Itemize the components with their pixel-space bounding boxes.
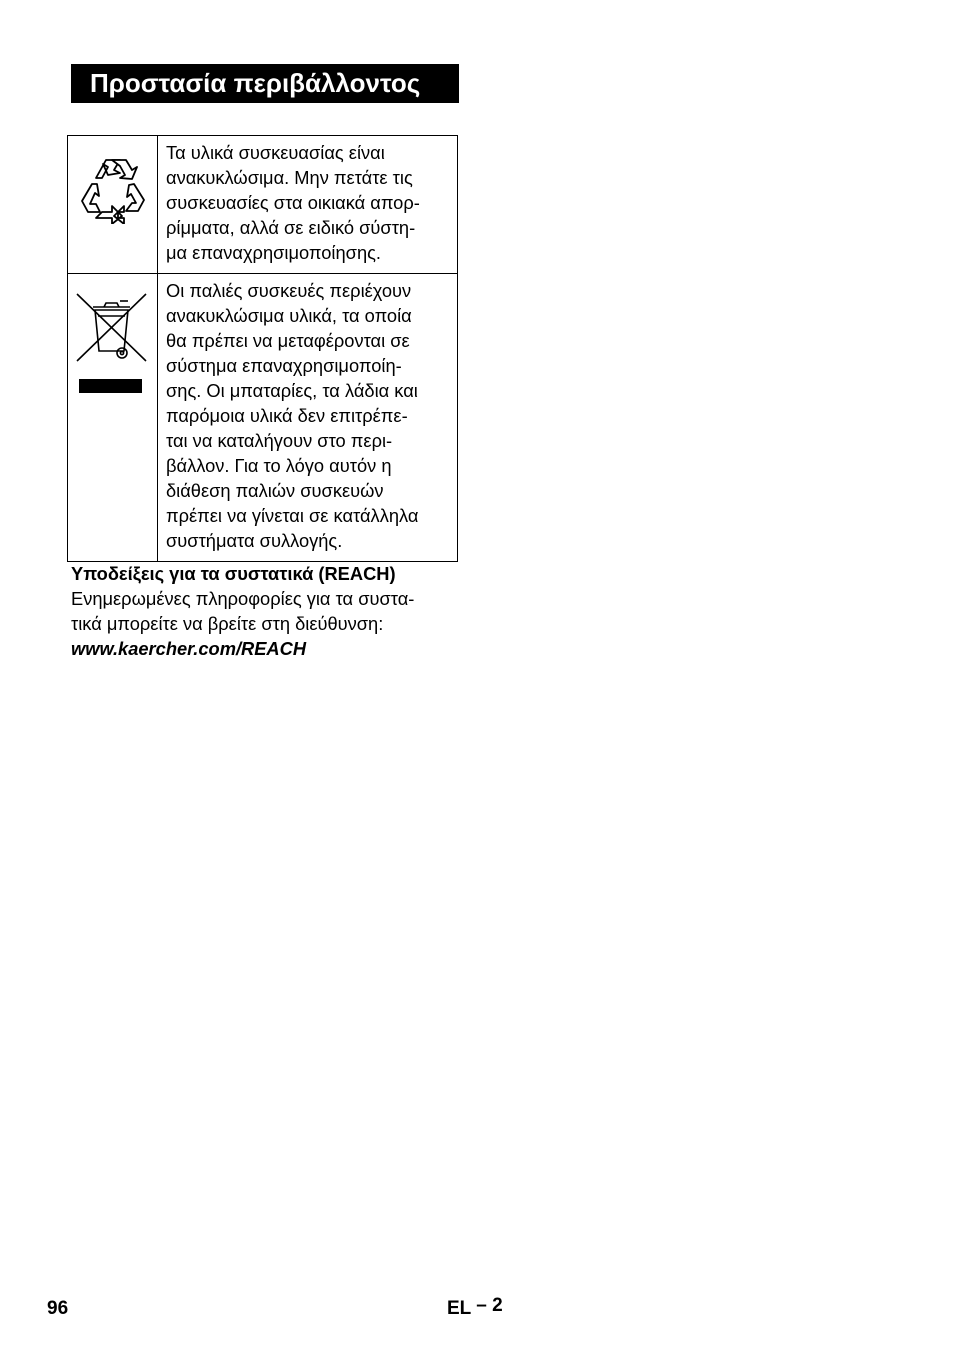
old-appliances-disposal-text: Οι παλιές συσκευές περιέχουν ανακυκλώσιμα υλικά, τα οποία θα πρέπει να μεταφέρονται σε σύστημα επαναχρησιμοποίη- σης. Οι μπαταρίες, τα λάδια και παρόμοια υλικά δεν επιτρέπε- ται να καταλήγουν στο περι- βάλλον. Για το λόγο αυτόν η διάθεση παλιών συσκευών πρέπει να γίνεται σε κατάλληλα συστήματα συλλογής. <box>158 274 458 562</box>
page-number: 96 <box>47 1298 69 1319</box>
language-code: EL <box>447 1298 471 1319</box>
section-heading: Προστασία περιβάλλοντος <box>71 64 459 103</box>
table-row <box>68 274 458 562</box>
reach-text: Ενημερωμένες πληροφορίες για τα συστα- τικά μπορείτε να βρείτε στη διεύθυνση: <box>71 588 415 634</box>
icon-cell <box>68 136 158 274</box>
recycling-packaging-text: Τα υλικά συσκευασίας είναι ανακυκλώσιμα. Μην πετάτε τις συσκευασίες στα οικιακά απορ- ρίμματα, αλλά σε ειδικό σύστη- μα επαναχρησιμοποίησης. <box>158 136 458 274</box>
reach-link[interactable]: www.kaercher.com/REACH <box>71 638 307 659</box>
environment-table <box>67 135 458 562</box>
reach-section <box>71 561 463 661</box>
reach-title: Υποδείξεις για τα συστατικά (REACH) <box>71 563 396 584</box>
crossed-out-wheelie-bin-icon <box>68 274 157 401</box>
recycling-icon <box>68 136 157 229</box>
table-row <box>68 136 458 274</box>
section-page: – 2 <box>476 1295 503 1316</box>
icon-cell <box>68 274 158 562</box>
footer-language-code <box>447 1295 503 1320</box>
